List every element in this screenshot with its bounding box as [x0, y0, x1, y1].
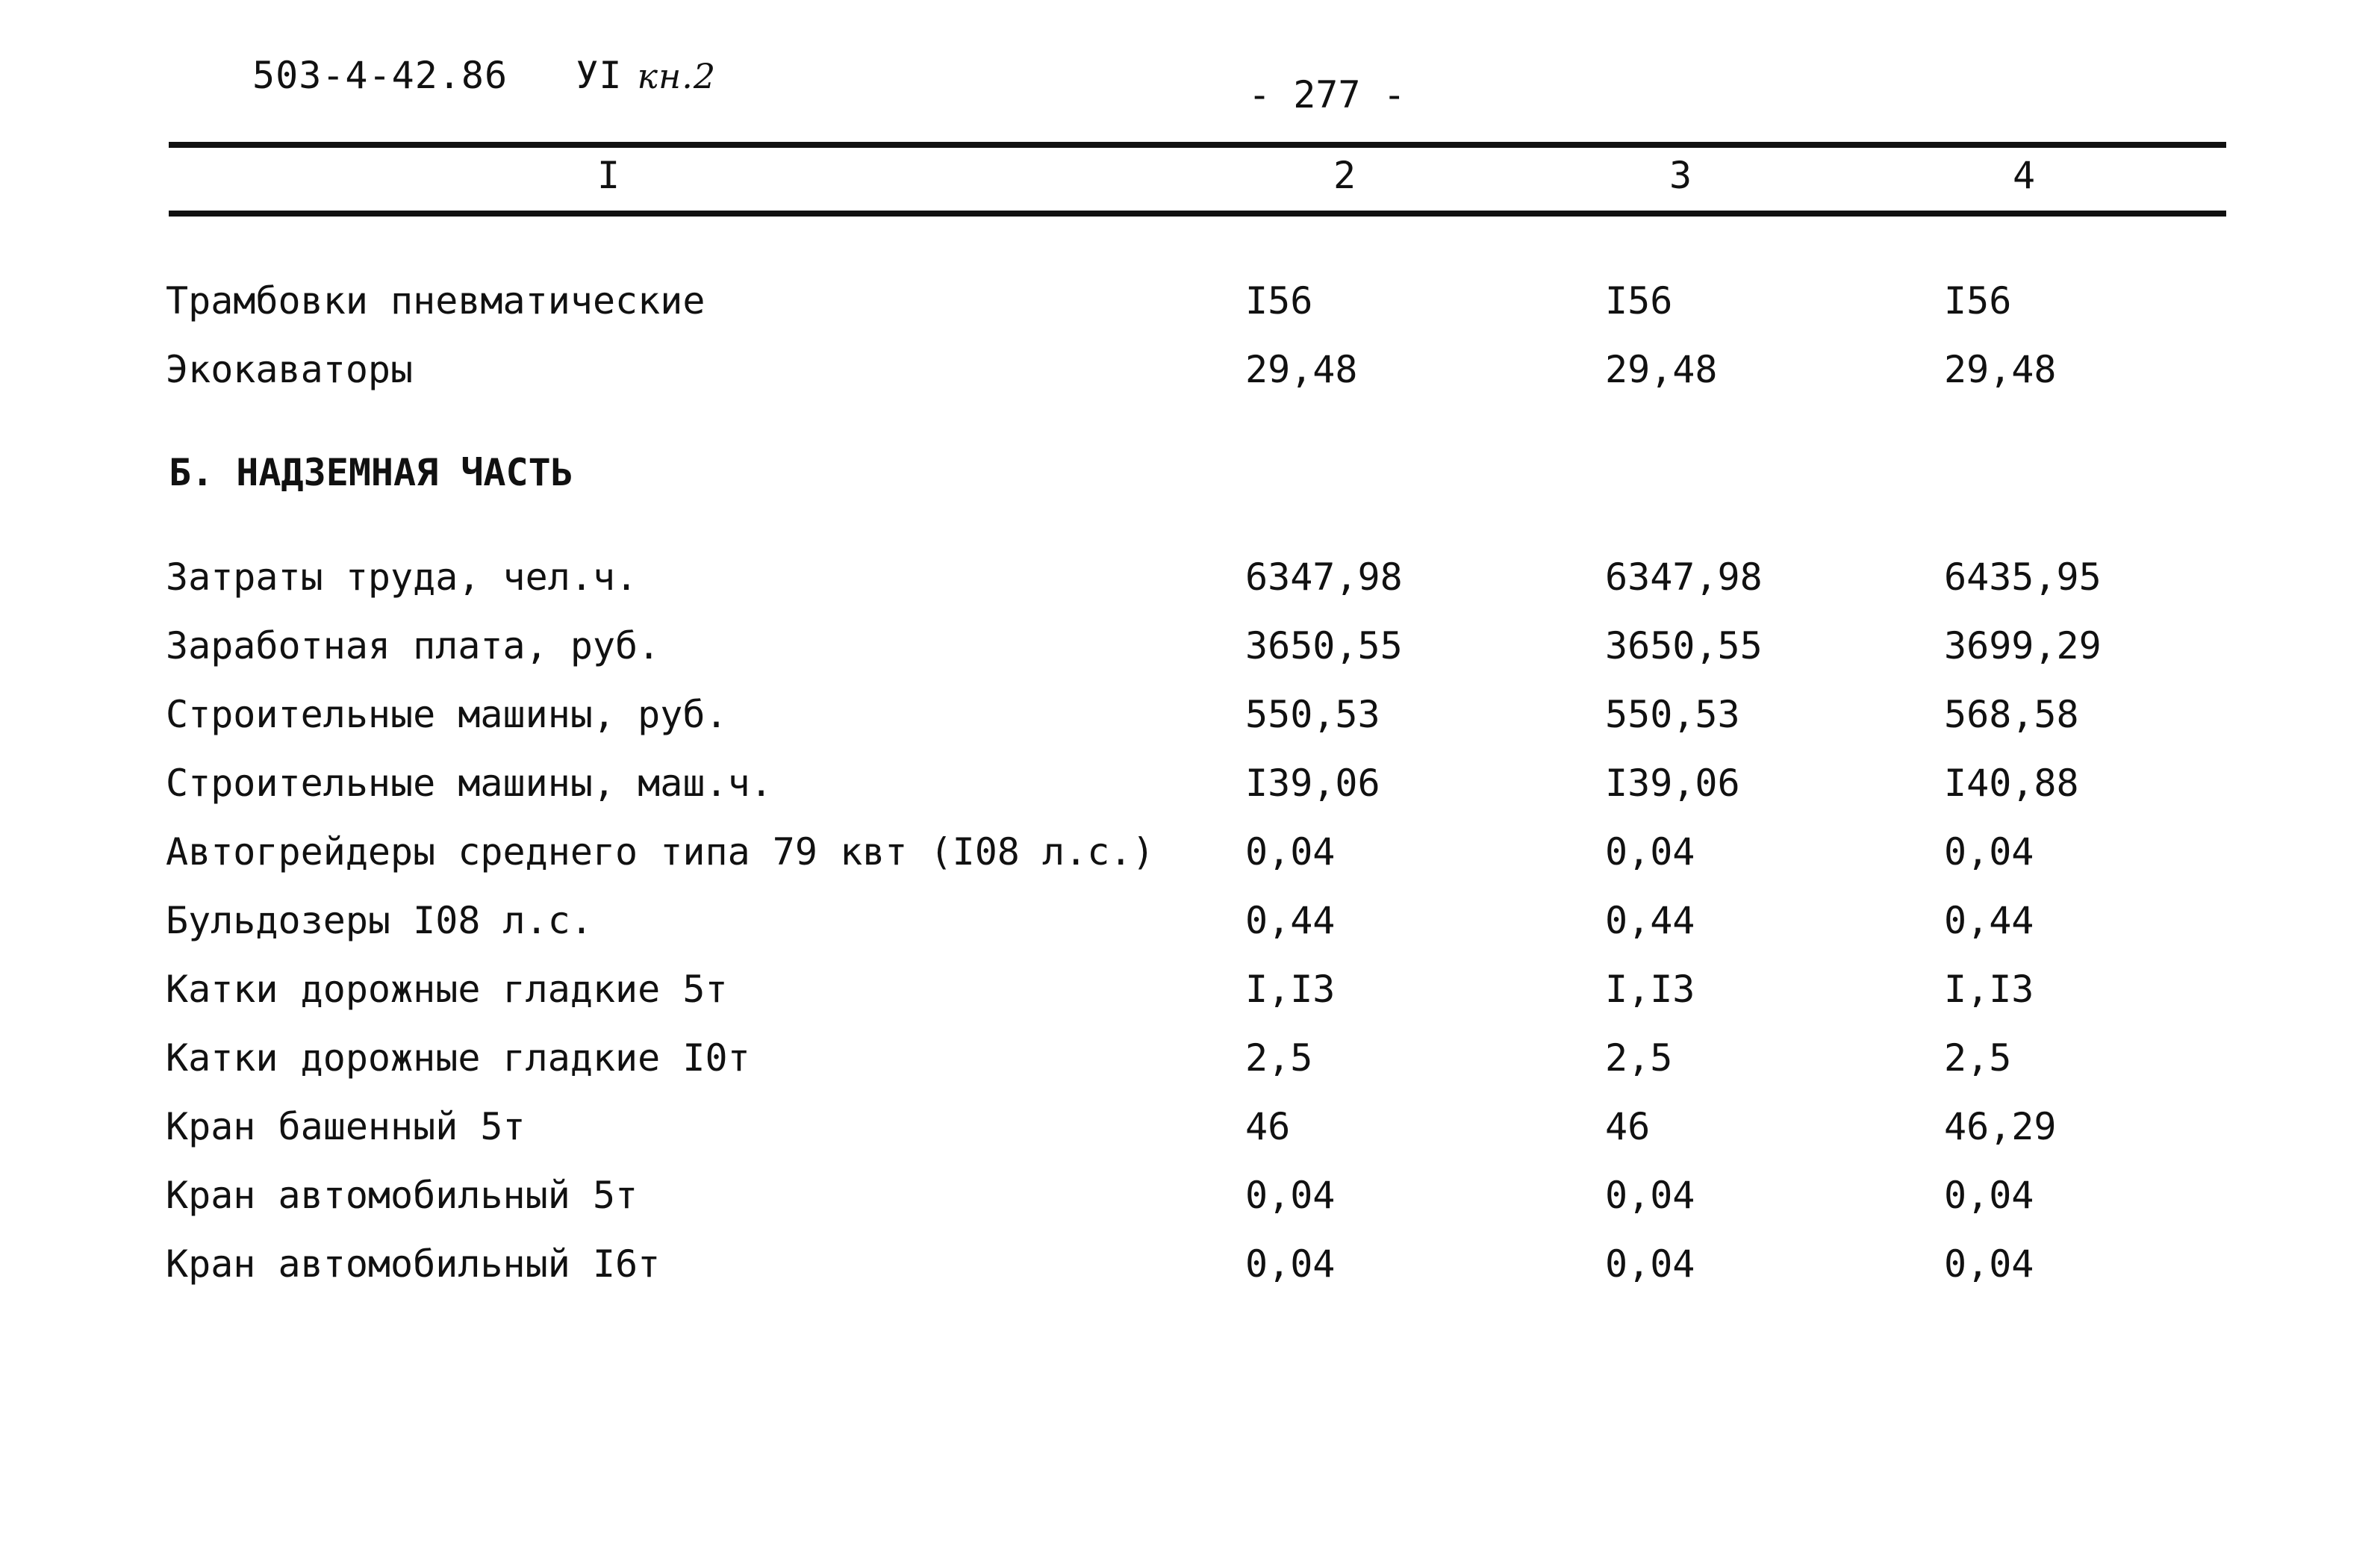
row-value-col3: 0,44 — [1605, 899, 1695, 942]
table-row — [0, 1036, 2380, 1089]
doc-number: 503-4-42.86 — [252, 54, 508, 97]
column-header-4: 4 — [2013, 154, 2036, 197]
row-value-col4: 0,04 — [1944, 1174, 2034, 1217]
row-value-col4: I40,88 — [1944, 762, 2079, 805]
page-number: - 277 - — [1248, 73, 1406, 116]
row-label: Катки дорожные гладкие 5т — [166, 968, 728, 1011]
table-row — [0, 1242, 2380, 1295]
table-row — [0, 555, 2380, 608]
row-value-col2: I56 — [1245, 279, 1313, 323]
volume-number: УI — [576, 54, 623, 97]
table-row — [0, 279, 2380, 331]
row-value-col3: 0,04 — [1605, 1174, 1695, 1217]
row-value-col3: 29,48 — [1605, 348, 1718, 391]
table-row — [0, 1105, 2380, 1157]
row-value-col4: 0,04 — [1944, 830, 2034, 874]
column-header-1: I — [597, 154, 620, 197]
row-value-col2: I,I3 — [1245, 968, 1336, 1011]
row-value-col2: 550,53 — [1245, 693, 1380, 736]
row-value-col2: 0,44 — [1245, 899, 1336, 942]
row-value-col4: 2,5 — [1944, 1036, 2012, 1080]
row-label: Трамбовки пневматические — [166, 279, 705, 323]
table-row — [0, 693, 2380, 745]
row-label: Бульдозеры I08 л.с. — [166, 899, 593, 942]
row-value-col4: 46,29 — [1944, 1105, 2057, 1148]
row-value-col4: 29,48 — [1944, 348, 2057, 391]
document-code — [252, 54, 716, 97]
row-value-col2: 0,04 — [1245, 1174, 1336, 1217]
row-value-col3: I39,06 — [1605, 762, 1740, 805]
handwritten-note: кн.2 — [637, 56, 717, 96]
row-label: Катки дорожные гладкие I0т — [166, 1036, 750, 1080]
section-title: Б. НАДЗЕМНАЯ ЧАСТЬ — [169, 451, 573, 494]
row-value-col2: 0,04 — [1245, 1242, 1336, 1286]
row-value-col3: 3650,55 — [1605, 624, 1763, 667]
row-value-col3: I,I3 — [1605, 968, 1695, 1011]
row-value-col4: I56 — [1944, 279, 2012, 323]
table-row — [0, 1174, 2380, 1226]
row-value-col3: 2,5 — [1605, 1036, 1673, 1080]
row-value-col4: 568,58 — [1944, 693, 2079, 736]
row-label: Экокаваторы — [166, 348, 414, 391]
table-row — [0, 624, 2380, 676]
row-label: Кран автомобильный I6т — [166, 1242, 661, 1286]
table-top-rule — [169, 142, 2226, 148]
row-value-col3: I56 — [1605, 279, 1673, 323]
row-value-col4: I,I3 — [1944, 968, 2034, 1011]
row-value-col2: 2,5 — [1245, 1036, 1313, 1080]
column-header-3: 3 — [1669, 154, 1692, 197]
row-value-col2: 6347,98 — [1245, 555, 1403, 599]
table-row — [0, 830, 2380, 882]
row-label: Затраты труда, чел.ч. — [166, 555, 638, 599]
table-header-rule — [169, 211, 2226, 217]
row-value-col3: 6347,98 — [1605, 555, 1763, 599]
column-header-2: 2 — [1333, 154, 1356, 197]
row-value-col3: 550,53 — [1605, 693, 1740, 736]
row-value-col2: 0,04 — [1245, 830, 1336, 874]
row-value-col3: 0,04 — [1605, 1242, 1695, 1286]
row-label: Строительные машины, маш.ч. — [166, 762, 773, 805]
row-label: Строительные машины, руб. — [166, 693, 728, 736]
table-row — [0, 899, 2380, 951]
row-label: Автогрейдеры среднего типа 79 квт (I08 л.с.) — [166, 830, 1155, 874]
row-value-col3: 46 — [1605, 1105, 1651, 1148]
row-value-col4: 3699,29 — [1944, 624, 2102, 667]
row-value-col4: 6435,95 — [1944, 555, 2102, 599]
table-row — [0, 348, 2380, 400]
row-value-col4: 0,04 — [1944, 1242, 2034, 1286]
row-label: Заработная плата, руб. — [166, 624, 661, 667]
row-value-col3: 0,04 — [1605, 830, 1695, 874]
row-value-col2: 3650,55 — [1245, 624, 1403, 667]
row-label: Кран башенный 5т — [166, 1105, 526, 1148]
row-value-col4: 0,44 — [1944, 899, 2034, 942]
row-value-col2: 46 — [1245, 1105, 1291, 1148]
row-label: Кран автомобильный 5т — [166, 1174, 638, 1217]
row-value-col2: I39,06 — [1245, 762, 1380, 805]
row-value-col2: 29,48 — [1245, 348, 1358, 391]
table-row — [0, 968, 2380, 1020]
table-row — [0, 762, 2380, 814]
